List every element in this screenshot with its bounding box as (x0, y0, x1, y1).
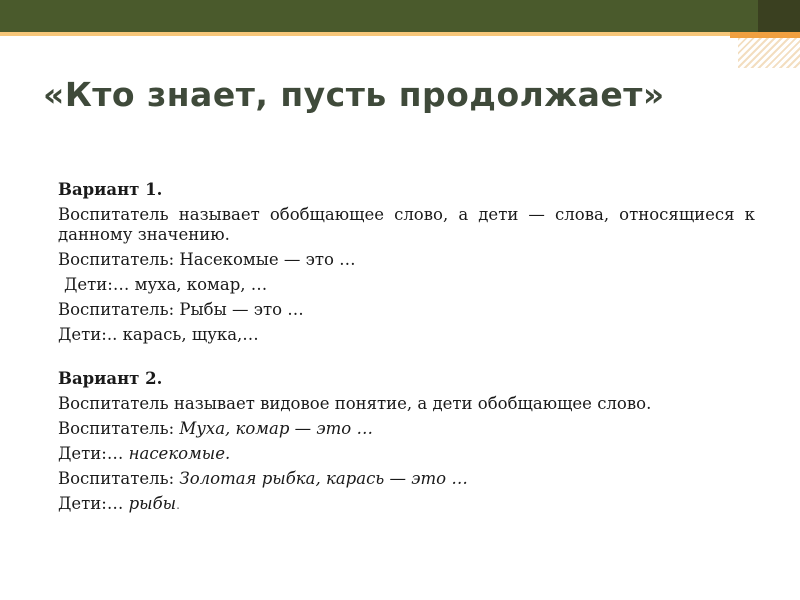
children-label: Дети:… (58, 444, 129, 463)
teacher-label: Воспитатель: (58, 469, 180, 488)
variant1-line: Воспитатель: Рыбы — это … (58, 300, 304, 319)
variant2-line (58, 444, 755, 464)
accent-line (0, 32, 800, 36)
slide-title: «Кто знает, пусть продолжает» (43, 75, 665, 114)
variant1-heading: Вариант 1. (58, 180, 163, 199)
variant2-line (58, 419, 755, 439)
teacher-label: Воспитатель: (58, 419, 180, 438)
top-decor-bar (0, 0, 800, 32)
variant1-line: Воспитатель: Насекомые — это … (58, 250, 356, 269)
children-answer: рыбы (128, 494, 177, 513)
variant2-line (58, 494, 755, 515)
final-period: . (176, 498, 180, 512)
variant1-line: Дети:.. карась, щука,… (58, 325, 259, 344)
children-answer: насекомые. (128, 444, 231, 463)
teacher-phrase: Муха, комар — это … (179, 419, 373, 438)
variant1-line: Дети:… муха, комар, … (64, 275, 268, 294)
variant2-line (58, 469, 755, 489)
slide-body (58, 180, 755, 520)
spacer (58, 350, 755, 369)
variant2-description: Воспитатель называет видовое понятие, а дети обобщающее слово. (58, 394, 652, 413)
teacher-phrase: Золотая рыбка, карась — это … (179, 469, 468, 488)
variant1-description: Воспитатель называет обобщающее слово, а дети — слова, относящиеся к данному значению. (58, 205, 755, 244)
children-label: Дети:… (58, 494, 129, 513)
decor-stripes (738, 38, 800, 68)
variant2-heading: Вариант 2. (58, 369, 163, 388)
top-decor-bar-corner (758, 0, 800, 32)
